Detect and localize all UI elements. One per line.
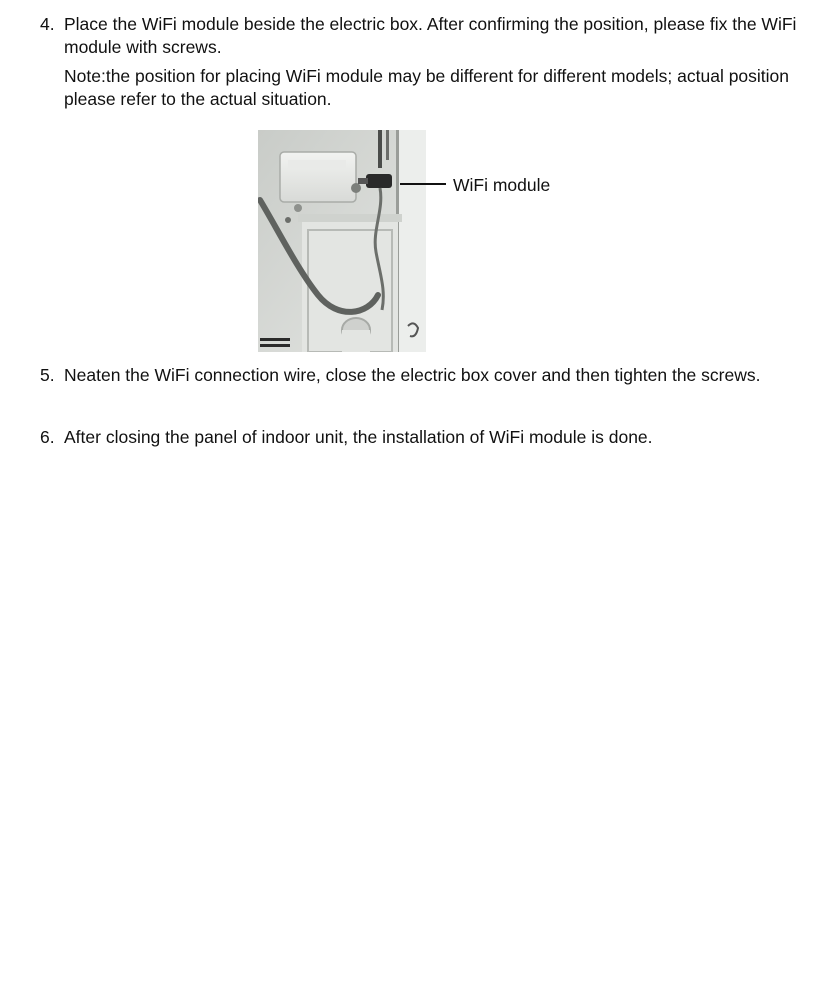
step-number: 4. [40,14,55,34]
step-6 [40,426,800,449]
step-number: 6. [40,427,55,447]
step-5 [40,364,800,387]
step-4 [40,13,800,111]
step-text: After closing the panel of indoor unit, the installation of WiFi module is done. [64,427,653,447]
step-number: 5. [40,365,55,385]
step-text: Neaten the WiFi connection wire, close the electric box cover and then tighten the screws. [64,365,761,385]
wifi-module-photo [258,130,426,352]
step-note: Note:the position for placing WiFi module may be different for different models; actual position please refer to the actual situation. [64,66,790,109]
step-text: Place the WiFi module beside the electric box. After confirming the position, please fix the WiFi module with screws. [64,14,797,57]
callout-label: WiFi module [453,175,551,195]
callout-leader-line [400,183,446,185]
